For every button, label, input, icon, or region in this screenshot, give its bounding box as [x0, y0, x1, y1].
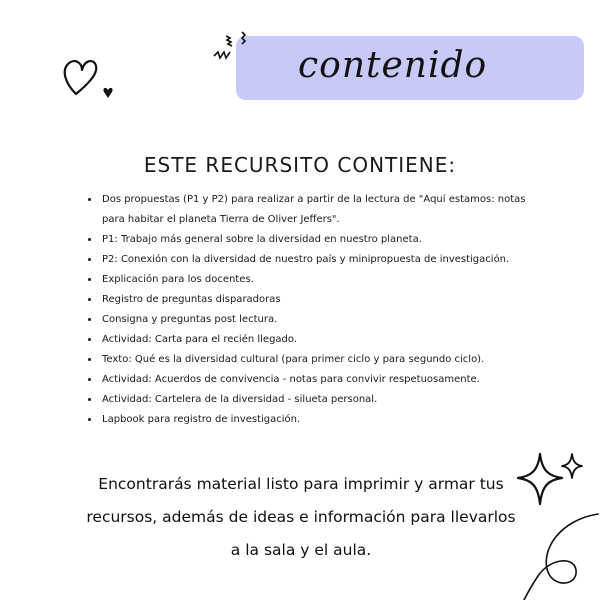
list-item: • P2: Conexión con la diversidad de nuestro país y minipropuesta de investigación.	[100, 250, 550, 270]
list-item: • Registro de preguntas disparadoras	[100, 290, 550, 310]
contents-list	[86, 190, 550, 430]
squiggle-doodle-icon	[212, 28, 256, 68]
list-item: • Texto: Qué es la diversidad cultural (para primer ciclo y para segundo ciclo).	[100, 350, 550, 370]
list-item: • Consigna y preguntas post lectura.	[100, 310, 550, 330]
banner-title: contenido	[298, 45, 488, 86]
sparkle-stars-icon	[512, 450, 588, 510]
list-item: • Explicación para los docentes.	[100, 270, 550, 290]
list-item: • Lapbook para registro de investigación.	[100, 410, 550, 430]
list-item: • P1: Trabajo más general sobre la diversidad en nuestro planeta.	[100, 230, 550, 250]
closing-text: Encontrarás material listo para imprimir y armar tus recursos, además de ideas e información para llevarlos a la sala y el aula.	[86, 475, 516, 559]
list-item: • Actividad: Acuerdos de convivencia - notas para convivir respetuosamente.	[100, 370, 550, 390]
list-item: • Dos propuestas (P1 y P2) para realizar a partir de la lectura de "Aquí estamos: notas para habitar el planeta Tierra de Oliver Jeffers".	[100, 190, 550, 230]
heart-doodle-icon	[58, 52, 124, 112]
list-item: • Actividad: Cartelera de la diversidad - silueta personal.	[100, 390, 550, 410]
swirl-line-icon	[440, 510, 600, 600]
list-item: • Actividad: Carta para el recién llegado.	[100, 330, 550, 350]
section-heading: ESTE RECURSITO CONTIENE:	[143, 153, 457, 177]
